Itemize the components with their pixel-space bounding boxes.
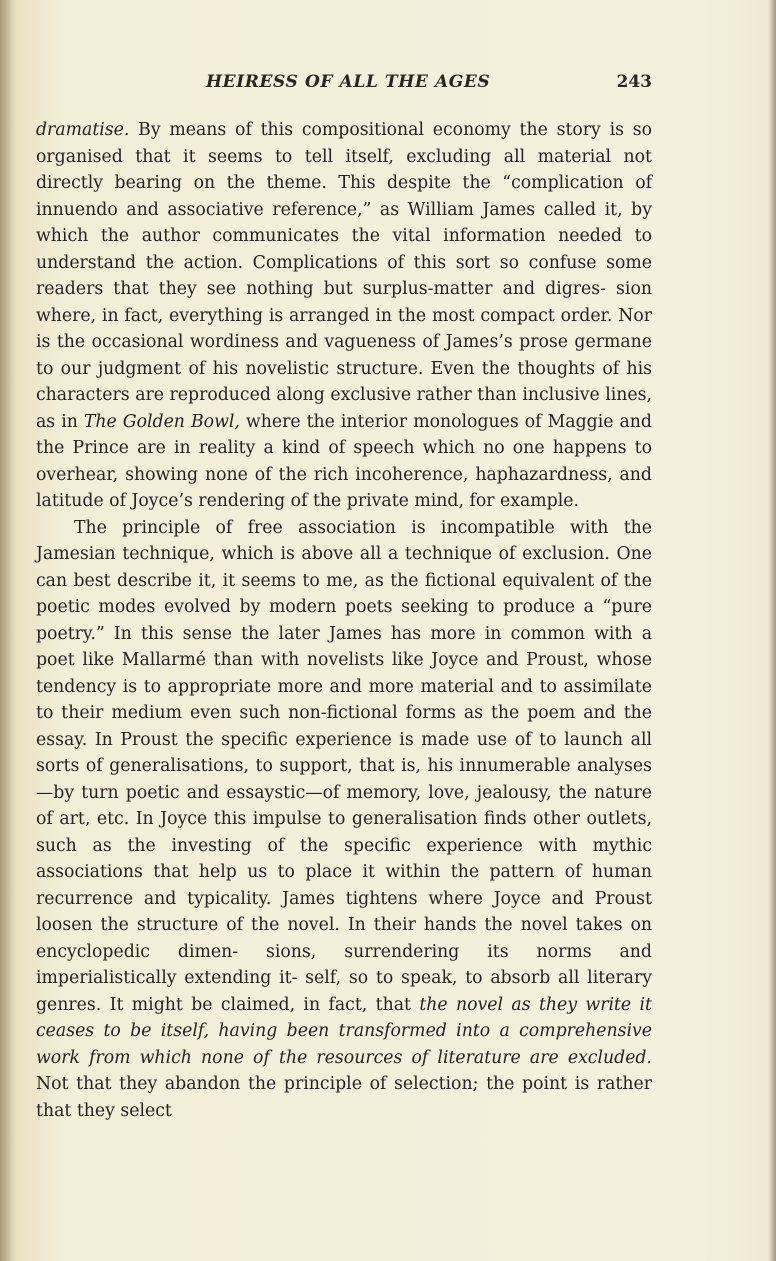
running-head: HEIRESS OF ALL THE AGES [206,72,491,92]
text-segment: where the interior monologues of Maggie and the Prince are in reality a kind of speech which no one happens to overhear, showing none of the rich incoherence, haphazardness, and latitude of Joyce’s rendering of the private mind, for example. [36,411,652,511]
text-segment: Not that they abandon the principle of selection; the point is rather that they select [36,1074,652,1121]
page-number: 243 [616,72,652,92]
page-header [36,72,652,96]
body-text [36,117,652,1124]
text-segment: The Golden Bowl, [83,411,240,432]
text-segment: By means of this compositional economy the story is so organised that it seems to tell itself, excluding all material not directly bearing on the theme. This despite the “complication of innuendo and associative reference,” as William James called it, by which the author communicates the vital information needed to understand the action. Complications of this sort so confuse some readers that they see nothing but surplus-matter and digres- sion where, in fact, everything is arranged in the most compact order. Nor is the occasional wordiness and vagueness of James’s prose germane to our judgment of his novelistic structure. Even the thoughts of his characters are reproduced along exclusive rather than inclusive lines, as in [36,120,652,432]
text-segment: dramatise. [36,120,130,140]
text-segment: The principle of free association is incompatible with the Jamesian technique, which is above all a technique of exclusion. One can best describe it, it seems to me, as the fictional equivalent of the poetic modes evolved by modern poets seeking to produce a “pure poetry.” In this sense the later James has more in common with a poet like Mallarmé than with novelists like Joyce and Proust, whose tendency is to appropriate more and more material and to assimilate to their medium even such non-fictional forms as the poem and the essay. In Proust the specific experience is made use of to launch all sorts of generalisations, to support, that is, his innumerable analyses—by turn poetic and essaystic—of memory, love, jealousy, the nature of art, etc. In Joyce this impulse to generalisation finds other outlets, such as the investing of the specific experience with mythic associations that help us to place it within the pattern of human recurrence and typicality. James tightens where Joyce and Proust loosen the structure of the novel. In their hands the novel takes on encyclopedic dimen- sions, surrendering its norms and imperialistically extending it- self, so to speak, to absorb all literary genres. It might be claimed, in fact, that [36,517,652,1015]
paragraph [36,515,652,1125]
page-edge-shadow [768,0,776,1261]
text-segment: the novel as they write it ceases to be itself, having been transformed into a comprehensive work from which none of the resources of literature are excluded. [36,994,653,1068]
gutter-shadow [0,0,14,1261]
paragraph [36,117,652,515]
